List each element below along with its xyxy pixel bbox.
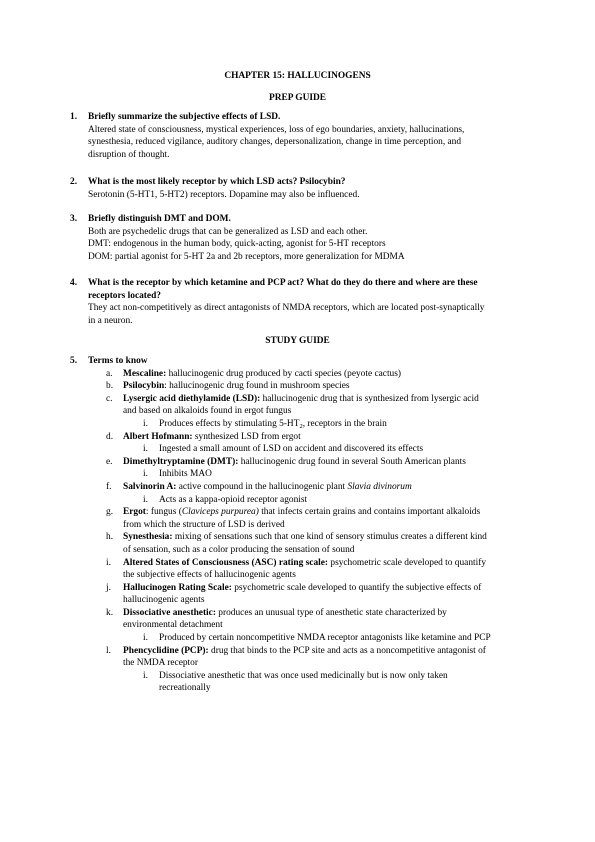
term-item [70, 481, 540, 494]
term-letter: g. [106, 507, 114, 518]
answer-line: Altered state of consciousness, mystical experiences, loss of ego boundaries, anxiety, hallucinations, [88, 124, 465, 135]
question-number: 2. [70, 177, 78, 187]
subpoint-numeral: i. [143, 494, 148, 505]
term-italic: Slavia divinorum [347, 481, 412, 492]
term-definition: hallucinogenic drug found in several South American plants [238, 456, 466, 467]
subpoint-text: Ingested a small amount of LSD on accident and discovered its effects [159, 444, 424, 455]
term-name: Albert Hofmann: [123, 431, 193, 442]
term-item [70, 607, 540, 632]
subpoint-text: Produces effects by stimulating 5-HT [159, 418, 300, 429]
term-definition: synthesized LSD from ergot [192, 431, 301, 442]
question-4 [70, 277, 530, 327]
term-letter: l. [106, 645, 111, 656]
term-definition: hallucinogenic drug produced by cacti species (peyote cactus) [166, 368, 402, 379]
term-name: Dimethyltryptamine (DMT): [123, 456, 239, 467]
subpoint-text: , receptors in the brain [302, 418, 387, 429]
term-definition-cont: and based on alkaloids found in ergot fungus [123, 406, 292, 417]
answer-line: DOM: partial agonist for 5-HT 2a and 2b receptors, more generalization for MDMA [88, 251, 405, 262]
term-definition: : hallucinogenic drug found in mushroom species [164, 381, 350, 392]
prep-guide-heading: PREP GUIDE [268, 93, 327, 103]
question-1 [70, 111, 530, 161]
question-text: Briefly summarize the subjective effects of LSD. [88, 112, 281, 122]
term-letter: j. [106, 582, 111, 593]
answer-line: disruption of thought. [88, 149, 170, 160]
question-text: Briefly distinguish DMT and DOM. [88, 214, 231, 224]
term-definition-cont: of sensation, such as a color producing the sensation of sound [123, 544, 355, 555]
subpoint-numeral: i. [143, 469, 148, 480]
term-definition-cont: the NMDA receptor [123, 658, 198, 669]
answer-line: Serotonin (5-HT1, 5-HT2) receptors. Dopamine may also be influenced. [88, 189, 360, 200]
term-subpoint [70, 494, 540, 507]
subpoint-numeral: i. [143, 418, 148, 429]
term-name: Phencyclidine (PCP): [123, 645, 209, 656]
term-subpoint [70, 632, 540, 645]
term-letter: f. [106, 481, 112, 492]
term-letter: d. [106, 431, 114, 442]
term-definition: active compound in the hallucinogenic plant [176, 481, 348, 492]
term-item [70, 506, 540, 531]
subpoint-text: Acts as a kappa-opioid receptor agonist [159, 494, 308, 505]
term-subpoint [70, 468, 540, 481]
study-guide-heading: STUDY GUIDE [265, 336, 330, 346]
term-subpoint [70, 670, 540, 695]
term-letter: c. [106, 393, 113, 404]
terms-heading [70, 355, 540, 368]
term-name: Salvinorin A: [123, 481, 177, 492]
question-text: receptors located? [88, 290, 161, 301]
term-name: Synesthesia: [123, 532, 173, 543]
answer-line: DMT: endogenous in the human body, quick-acting, agonist for 5-HT receptors [88, 239, 386, 250]
term-name: Psilocybin [123, 381, 165, 392]
term-letter: e. [106, 456, 113, 467]
question-number: 1. [70, 112, 78, 122]
term-definition-cont: from which the structure of LSD is derived [123, 519, 285, 530]
question-2 [70, 176, 530, 201]
term-letter: h. [106, 532, 114, 543]
terms-title: Terms to know [88, 356, 148, 366]
terms-section [70, 355, 540, 695]
term-letter: i. [106, 557, 111, 568]
terms-number: 5. [70, 356, 78, 366]
subscript: 2 [299, 422, 303, 430]
term-letter: k. [106, 607, 114, 618]
term-definition-cont: environmental detachment [123, 620, 223, 631]
term-item [70, 557, 540, 582]
term-name: Lysergic acid diethylamide (LSD): [123, 393, 261, 404]
answer-line: Both are psychedelic drugs that can be generalized as LSD and each other. [88, 226, 368, 237]
term-definition: psychometric scale developed to quantify [328, 557, 487, 568]
term-item [70, 368, 540, 381]
question-number: 3. [70, 214, 78, 224]
term-italic: Claviceps purpurea) [181, 507, 259, 518]
term-definition: drug that binds to the PCP site and acts as a noncompetitive antagonist of [208, 645, 486, 656]
term-item [70, 393, 540, 418]
term-definition: mixing of sensations such that one kind of sensory stimulus creates a different kind [172, 532, 487, 543]
term-name: Altered States of Consciousness (ASC) rating scale: [123, 557, 329, 568]
term-definition-cont: hallucinogenic agents [123, 595, 205, 606]
term-letter: b. [106, 381, 114, 392]
term-item [70, 456, 540, 469]
term-item [70, 380, 540, 393]
question-text: What is the most likely receptor by which LSD acts? Psilocybin? [88, 177, 346, 187]
term-item [70, 645, 540, 670]
term-item [70, 431, 540, 444]
term-name: Hallucinogen Rating Scale: [123, 582, 232, 593]
term-definition: that infects certain grains and contains important alkaloids [258, 507, 481, 518]
term-item [70, 531, 540, 556]
term-definition: hallucinogenic drug that is synthesized from lysergic acid [260, 393, 479, 404]
question-text: What is the receptor by which ketamine and PCP act? What do they do there and where are these [88, 278, 478, 288]
term-letter: a. [106, 368, 113, 379]
term-definition: psychometric scale developed to quantify the subjective effects of [231, 582, 482, 593]
question-number: 4. [70, 278, 78, 288]
subpoint-text: Dissociative anesthetic that was once used medicinally but is now only taken [159, 670, 448, 681]
answer-line: in a neuron. [88, 315, 133, 326]
term-definition: produces an unusual type of anesthetic state characterized by [215, 607, 447, 618]
term-definition: : fungus ( [145, 507, 182, 518]
subpoint-text: Produced by certain noncompetitive NMDA receptor antagonists like ketamine and PCP [159, 633, 491, 644]
subpoint-text: Inhibits MAO [159, 469, 212, 480]
chapter-title: CHAPTER 15: HALLUCINOGENS [224, 71, 371, 81]
question-3 [70, 213, 530, 263]
answer-line: They act non-competitively as direct antagonists of NMDA receptors, which are located post-synaptically [88, 303, 485, 314]
subpoint-numeral: i. [143, 670, 148, 681]
term-subpoint [70, 418, 540, 431]
subpoint-numeral: i. [143, 444, 148, 455]
term-name: Mescaline: [123, 368, 167, 379]
answer-line: synesthesia, reduced vigilance, auditory changes, depersonalization, change in time perception, and [88, 137, 462, 148]
term-name: Dissociative anesthetic: [123, 607, 216, 618]
term-definition-cont: the subjective effects of hallucinogenic agents [123, 570, 296, 581]
term-item [70, 582, 540, 607]
term-subpoint [70, 443, 540, 456]
term-name: Ergot [123, 507, 146, 518]
subpoint-text: recreationally [159, 683, 211, 694]
subpoint-numeral: i. [143, 633, 148, 644]
